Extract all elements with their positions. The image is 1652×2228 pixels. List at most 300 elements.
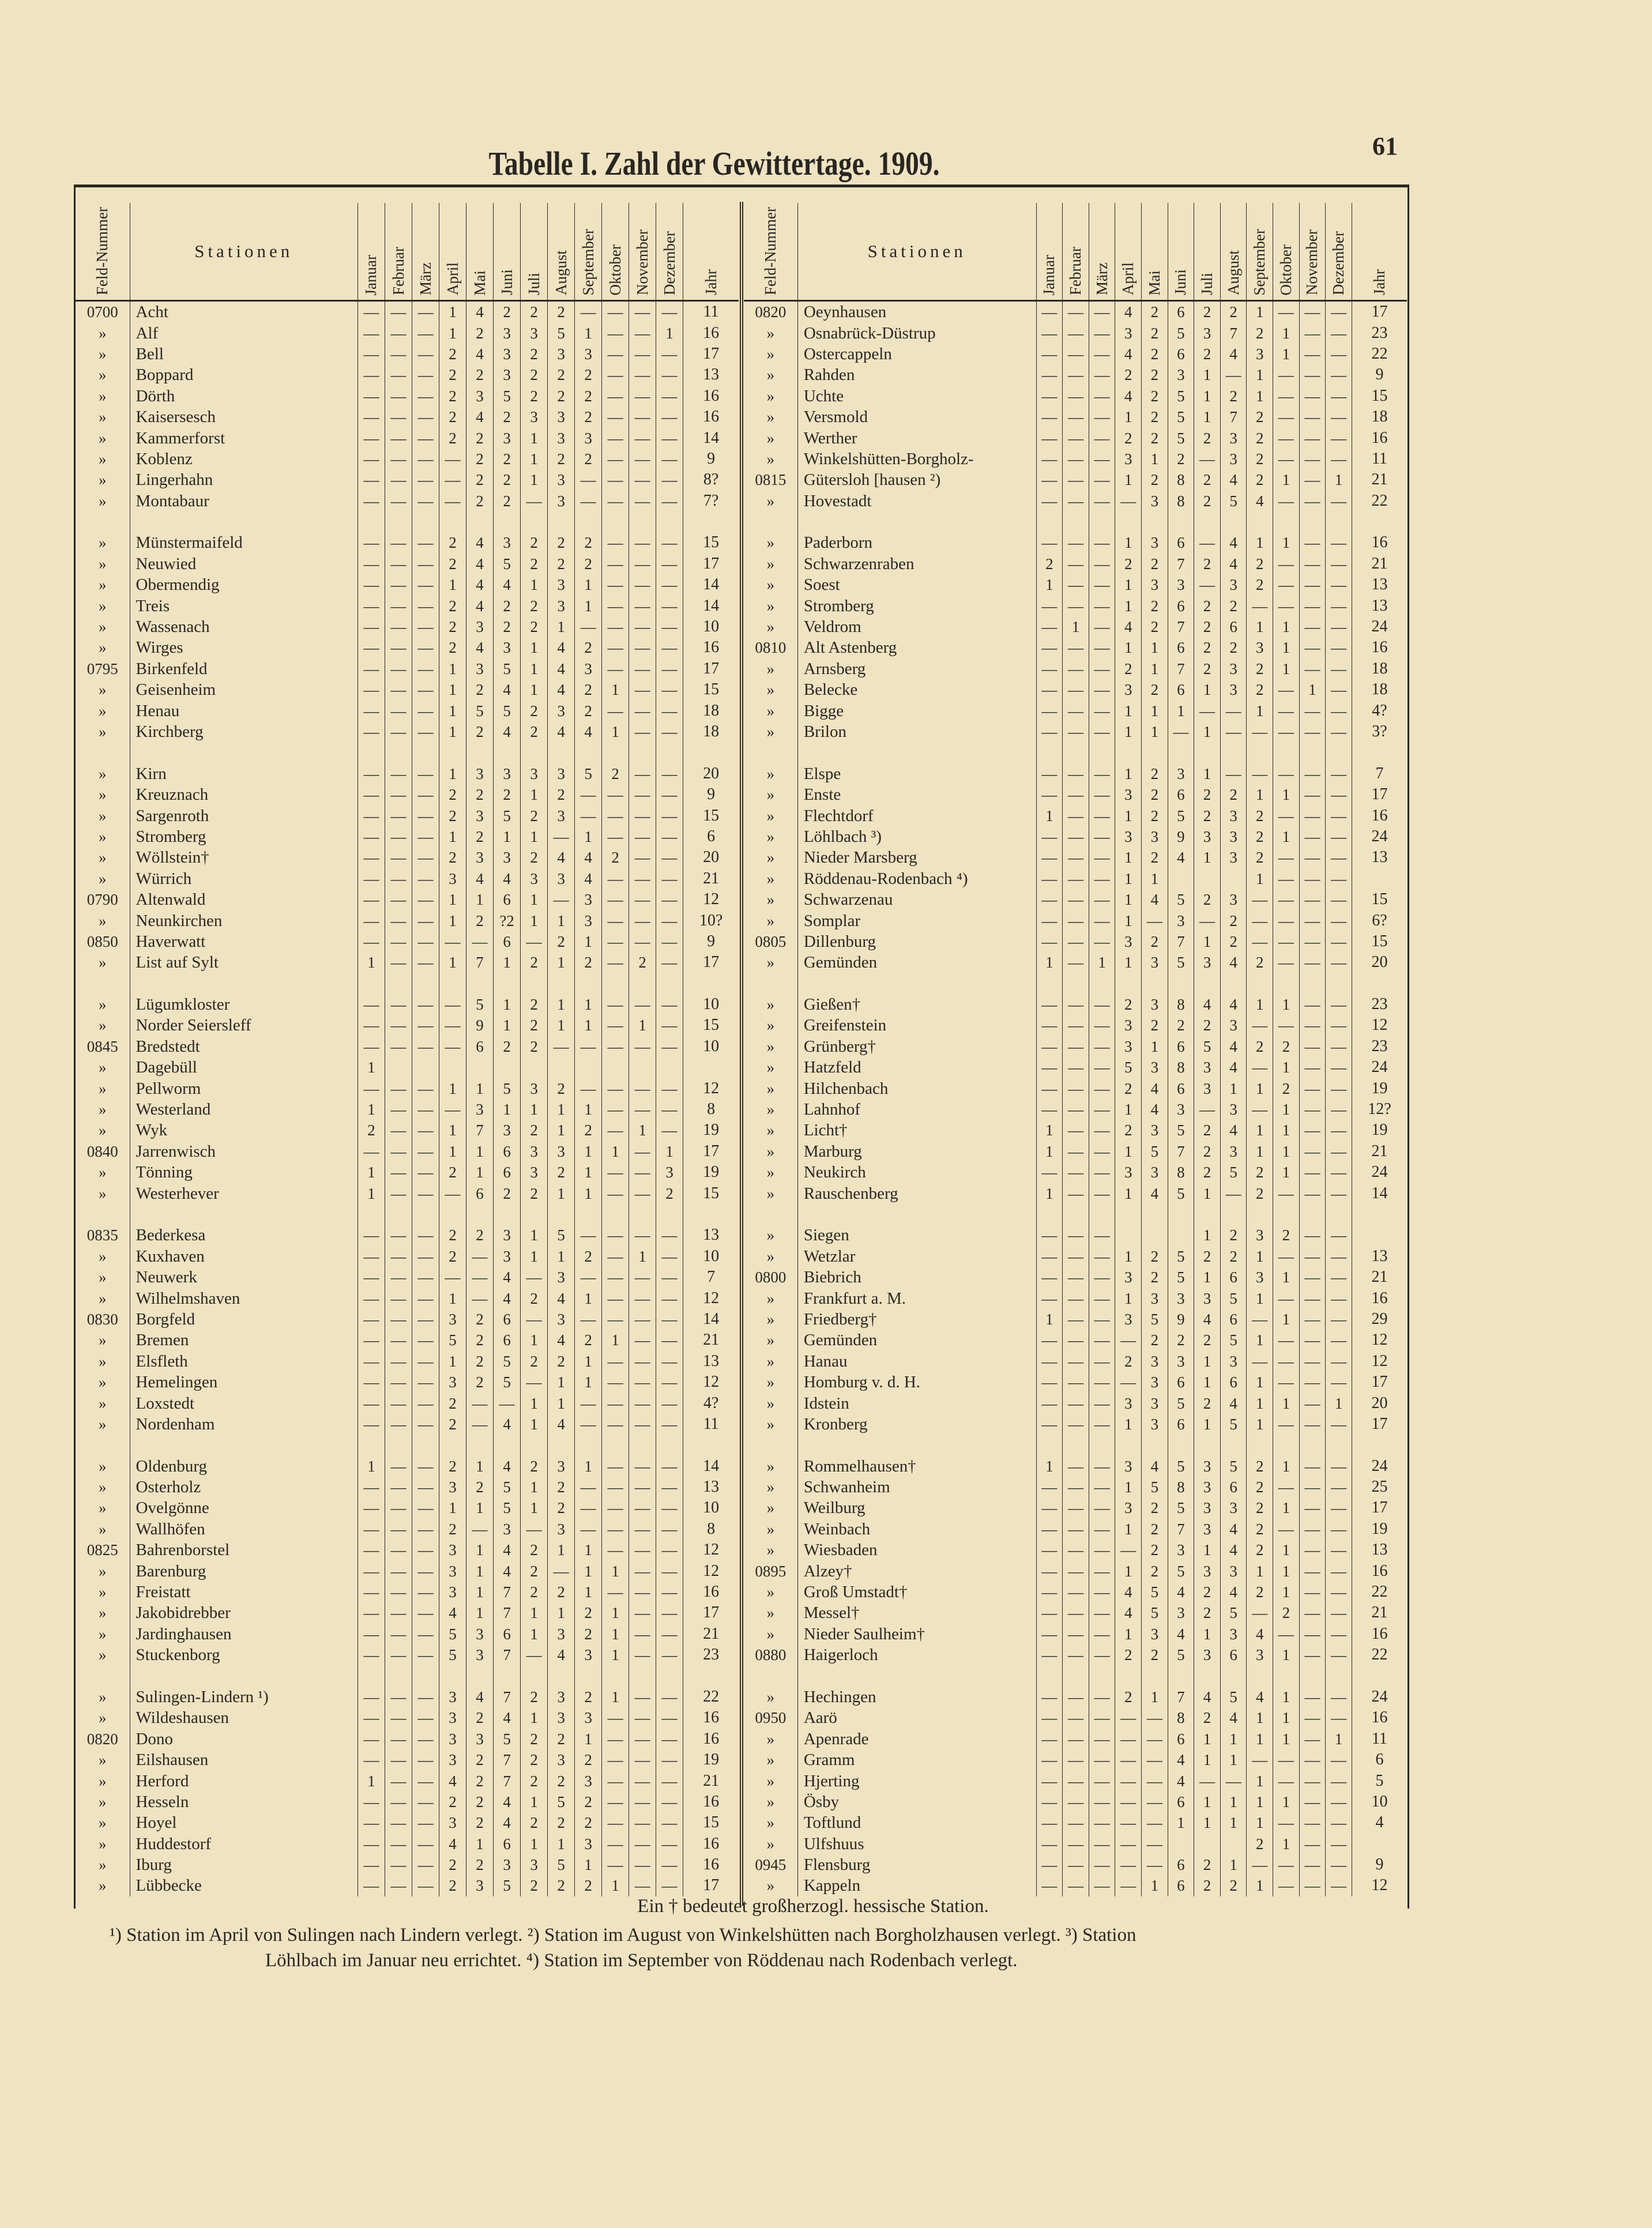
month-value: 3 <box>521 1854 548 1875</box>
month-value: 1 <box>466 1078 494 1098</box>
year-total: 11 <box>1371 449 1387 468</box>
month-value: 3 <box>575 344 602 364</box>
table-row <box>744 784 1407 805</box>
month-value: — <box>1326 952 1352 973</box>
month-value: — <box>412 868 439 889</box>
month-value: — <box>656 1455 683 1476</box>
month-value: 2 <box>439 784 466 805</box>
table-row <box>76 1792 739 1812</box>
table-row <box>744 1392 1407 1413</box>
gap-cell <box>1220 1665 1247 1686</box>
month-value: 4 <box>1115 616 1142 637</box>
gap-cell <box>656 742 683 763</box>
month-value: — <box>1036 826 1063 847</box>
month-value: — <box>629 595 656 616</box>
gap-cell <box>358 973 385 994</box>
month-value: — <box>466 1414 494 1435</box>
month-value: — <box>385 1477 412 1497</box>
station-name: Gemünden <box>797 952 1036 973</box>
month-value: — <box>629 1792 656 1812</box>
month-value: — <box>656 763 683 784</box>
month-value: 3 <box>494 364 521 385</box>
month-value: — <box>602 637 629 658</box>
month-value: 5 <box>1220 1602 1247 1623</box>
month-value: 1 <box>1247 784 1273 805</box>
month-value: 1 <box>1273 1120 1300 1141</box>
year-total: 23 <box>1371 323 1388 342</box>
station-name: Treis <box>130 595 358 616</box>
year-total: 24 <box>1371 1058 1388 1077</box>
month-value: — <box>656 1120 683 1141</box>
year-total: 10 <box>703 618 720 636</box>
table-row <box>744 1309 1407 1330</box>
month-value: 2 <box>1247 427 1273 448</box>
month-value: — <box>385 491 412 511</box>
month-value: — <box>1299 931 1326 952</box>
month-value: — <box>1326 1560 1352 1581</box>
feld-nummer: » <box>744 910 797 931</box>
header-month <box>656 203 683 301</box>
month-value: — <box>1036 679 1063 700</box>
feld-nummer: » <box>76 364 130 385</box>
month-value: 2 <box>575 449 602 469</box>
month-value: — <box>602 700 629 721</box>
month-value: — <box>602 1036 629 1057</box>
month-value: — <box>1299 721 1326 742</box>
month-value: 1 <box>1273 1644 1300 1665</box>
month-value: 3 <box>494 1225 521 1245</box>
month-value: 1 <box>1247 1560 1273 1581</box>
month-value: — <box>1273 427 1300 448</box>
month-value: — <box>1247 1015 1273 1036</box>
month-value: 1 <box>1115 595 1142 616</box>
month-value: — <box>1089 931 1115 952</box>
feld-nummer: » <box>76 1183 130 1203</box>
table-row <box>76 1770 739 1791</box>
month-value: — <box>1089 1141 1115 1162</box>
month-value: — <box>412 1497 439 1518</box>
month-value: 1 <box>548 1099 575 1120</box>
month-value <box>1220 1834 1247 1854</box>
gap-cell <box>1036 1204 1063 1225</box>
month-value: 1 <box>575 826 602 847</box>
month-value: — <box>1063 763 1089 784</box>
month-value: 2 <box>575 1602 602 1623</box>
month-value: 1 <box>439 322 466 343</box>
feld-nummer: 0895 <box>744 1560 797 1581</box>
year-total: 16 <box>703 386 720 405</box>
month-value: 2 <box>1247 554 1273 574</box>
month-value: — <box>1299 322 1326 343</box>
year-total: 7? <box>703 491 719 510</box>
month-value: — <box>1299 952 1326 973</box>
month-value: 1 <box>575 595 602 616</box>
table-row <box>744 344 1407 364</box>
feld-nummer: 0820 <box>744 301 797 323</box>
station-name: Rahden <box>797 364 1036 385</box>
month-value: 3 <box>575 1644 602 1665</box>
month-value: — <box>1299 1812 1326 1833</box>
month-value: — <box>1273 491 1300 511</box>
group-gap <box>744 511 1407 532</box>
header-month-label: Juni <box>498 269 515 295</box>
month-value: — <box>466 1246 494 1267</box>
month-value: — <box>1089 1729 1115 1749</box>
year-total: 17 <box>1371 1414 1388 1433</box>
month-value: — <box>575 301 602 323</box>
month-value: — <box>602 491 629 511</box>
month-value: — <box>358 1582 385 1602</box>
month-value: 1 <box>494 1015 521 1036</box>
month-value: 1 <box>521 784 548 805</box>
month-value: — <box>629 1540 656 1560</box>
month-value: 1 <box>575 1854 602 1875</box>
month-value: — <box>1089 386 1115 407</box>
month-value: 7 <box>1168 554 1194 574</box>
year-total: 14 <box>703 1457 720 1475</box>
month-value: — <box>1036 364 1063 385</box>
month-value: — <box>656 679 683 700</box>
month-value: 1 <box>1115 952 1142 973</box>
table-row <box>76 427 739 448</box>
month-value: 2 <box>656 1183 683 1203</box>
station-name: Röddenau-Rodenbach ⁴) <box>797 868 1036 889</box>
month-value: 5 <box>1142 1602 1168 1623</box>
month-value: — <box>602 1854 629 1875</box>
month-value: 3 <box>1115 449 1142 469</box>
feld-nummer: 0700 <box>76 301 130 323</box>
month-value: — <box>1089 1162 1115 1183</box>
month-value: 3 <box>466 1624 494 1644</box>
gap-cell <box>439 1204 466 1225</box>
feld-nummer: » <box>744 364 797 385</box>
month-value: — <box>629 784 656 805</box>
month-value: 3 <box>494 427 521 448</box>
station-name: Kronberg <box>797 1414 1036 1435</box>
month-value <box>494 1057 521 1078</box>
month-value: 5 <box>494 1729 521 1749</box>
month-value: — <box>1326 1582 1352 1602</box>
month-value: — <box>358 1687 385 1707</box>
month-value: — <box>1115 1707 1142 1728</box>
month-value: — <box>1063 1582 1089 1602</box>
month-value: 2 <box>521 1729 548 1749</box>
month-value: 3 <box>656 1162 683 1183</box>
month-value: 3 <box>548 1707 575 1728</box>
gap-cell <box>1247 1665 1273 1686</box>
feld-nummer: 0805 <box>744 931 797 952</box>
year-total: 9 <box>707 785 716 804</box>
month-value: — <box>656 1267 683 1288</box>
month-value: 3 <box>439 1477 466 1497</box>
month-value: 3 <box>548 407 575 427</box>
month-value: — <box>1326 1770 1352 1791</box>
month-value: 3 <box>439 1560 466 1581</box>
feld-nummer: » <box>76 805 130 826</box>
month-value: 5 <box>494 658 521 679</box>
month-value: 3 <box>521 1141 548 1162</box>
month-value: — <box>1063 1057 1089 1078</box>
year-total: 19 <box>1371 1079 1388 1097</box>
month-value: — <box>1326 1351 1352 1372</box>
month-value: 1 <box>1247 1812 1273 1833</box>
month-value: 2 <box>521 1560 548 1581</box>
header-month <box>1247 203 1273 301</box>
month-value: — <box>1089 1414 1115 1435</box>
month-value: — <box>629 679 656 700</box>
month-value: 2 <box>1194 1120 1221 1141</box>
month-value: 3 <box>1194 1560 1221 1581</box>
month-value: — <box>1089 763 1115 784</box>
month-value: — <box>521 491 548 511</box>
month-value: 5 <box>1142 1141 1168 1162</box>
feld-nummer: » <box>744 763 797 784</box>
feld-nummer: 0795 <box>76 658 130 679</box>
month-value: 2 <box>439 616 466 637</box>
month-value: — <box>1063 1309 1089 1330</box>
month-value: 2 <box>521 1582 548 1602</box>
station-name: Wilhelmshaven <box>130 1288 358 1308</box>
month-value: — <box>656 1330 683 1350</box>
table-row <box>76 1414 739 1435</box>
year-total: 21 <box>1371 554 1388 573</box>
month-value: — <box>358 637 385 658</box>
month-value: — <box>1326 868 1352 889</box>
year-total: 23 <box>703 1646 720 1664</box>
month-value: — <box>602 952 629 973</box>
year-total: 17 <box>1371 303 1388 321</box>
month-value: — <box>412 994 439 1015</box>
month-value: 4 <box>494 1288 521 1308</box>
month-value: 2 <box>521 700 548 721</box>
month-value: 4 <box>494 1560 521 1581</box>
feld-nummer: » <box>744 322 797 343</box>
month-value: 2 <box>575 679 602 700</box>
month-value: 1 <box>1194 1351 1221 1372</box>
month-value: 2 <box>521 994 548 1015</box>
year-total: 10? <box>699 911 723 929</box>
month-value: — <box>385 1120 412 1141</box>
month-value: — <box>1063 805 1089 826</box>
month-value: — <box>1299 1078 1326 1098</box>
month-value: — <box>1299 427 1326 448</box>
month-value: 2 <box>548 1497 575 1518</box>
month-value: 1 <box>575 994 602 1015</box>
table-row <box>76 1183 739 1203</box>
month-value: 4 <box>1168 1770 1194 1791</box>
month-value: 4 <box>466 637 494 658</box>
month-value: 1 <box>548 1602 575 1623</box>
month-value: 1 <box>1142 700 1168 721</box>
year-total: 21 <box>1371 1268 1388 1286</box>
month-value: 1 <box>1220 1729 1247 1749</box>
month-value: 2 <box>1142 364 1168 385</box>
gap-cell <box>1036 1435 1063 1455</box>
month-value: — <box>412 805 439 826</box>
year-total: 17 <box>1371 1373 1388 1391</box>
month-value: — <box>439 491 466 511</box>
month-value: — <box>629 344 656 364</box>
station-name: Oeynhausen <box>797 301 1036 323</box>
month-value: 3 <box>1142 1351 1168 1372</box>
month-value: 5 <box>1168 1183 1194 1203</box>
month-value: — <box>1299 364 1326 385</box>
month-value: 5 <box>1142 1582 1168 1602</box>
month-value: — <box>358 1309 385 1330</box>
month-value: — <box>1063 1729 1089 1749</box>
month-value: — <box>412 637 439 658</box>
year-total: 15 <box>703 533 720 552</box>
header-month <box>1115 203 1142 301</box>
gap-cell <box>575 511 602 532</box>
month-value: 2 <box>1220 784 1247 805</box>
group-gap <box>76 742 739 763</box>
month-value: 1 <box>439 826 466 847</box>
month-value: 2 <box>521 847 548 868</box>
month-value: — <box>1089 407 1115 427</box>
station-name: Kirchberg <box>130 721 358 742</box>
gap-cell <box>466 511 494 532</box>
month-value: 5 <box>1220 1455 1247 1476</box>
month-value: 2 <box>1194 1246 1221 1267</box>
month-value: — <box>1063 1644 1089 1665</box>
month-value: — <box>656 1644 683 1665</box>
year-total: 13 <box>1371 848 1388 867</box>
month-value: — <box>1115 1834 1142 1854</box>
month-value: 1 <box>575 1141 602 1162</box>
month-value: 1 <box>602 1330 629 1350</box>
month-value: 2 <box>1273 1225 1300 1245</box>
month-value: — <box>1063 1015 1089 1036</box>
gap-cell <box>575 973 602 994</box>
table-row <box>76 784 739 805</box>
month-value: 1 <box>1194 1183 1221 1203</box>
station-name: Dörth <box>130 386 358 407</box>
month-value: — <box>1273 554 1300 574</box>
month-value: 4 <box>1220 952 1247 973</box>
gap-cell <box>466 1665 494 1686</box>
month-value: — <box>1326 658 1352 679</box>
month-value: — <box>1299 1707 1326 1728</box>
month-value: — <box>575 1309 602 1330</box>
year-total: 11 <box>1371 1729 1387 1748</box>
month-value: — <box>629 1141 656 1162</box>
month-value: 4 <box>1220 1707 1247 1728</box>
month-value: — <box>1326 826 1352 847</box>
year-total: 17 <box>703 953 720 972</box>
month-value: — <box>1142 910 1168 931</box>
year-total: 24 <box>1371 827 1388 845</box>
month-value: — <box>358 1560 385 1581</box>
month-value: 1 <box>466 889 494 910</box>
month-value: — <box>548 1560 575 1581</box>
month-value: — <box>1036 616 1063 637</box>
month-value: 2 <box>548 1729 575 1749</box>
month-value: — <box>439 1267 466 1288</box>
table-row <box>744 1560 1407 1581</box>
feld-nummer: » <box>744 1036 797 1057</box>
month-value: 1 <box>1115 1183 1142 1203</box>
table-row <box>76 1875 739 1896</box>
month-value: — <box>1063 469 1089 490</box>
month-value: 1 <box>1115 469 1142 490</box>
month-value: — <box>358 1015 385 1036</box>
month-value: — <box>358 1497 385 1518</box>
month-value: — <box>656 1246 683 1267</box>
month-value: — <box>656 1392 683 1413</box>
month-value: — <box>602 616 629 637</box>
table-row <box>76 449 739 469</box>
month-value: 2 <box>1247 1540 1273 1560</box>
month-value: 3 <box>1115 931 1142 952</box>
month-value: 1 <box>1194 1792 1221 1812</box>
month-value: 3 <box>548 427 575 448</box>
month-value: — <box>1299 1770 1326 1791</box>
gap-cell <box>1115 511 1142 532</box>
month-value: 5 <box>1142 1477 1168 1497</box>
month-value: 3 <box>521 763 548 784</box>
month-value: 5 <box>494 554 521 574</box>
month-value: — <box>656 1602 683 1623</box>
month-value: 1 <box>1273 1729 1300 1749</box>
month-value: — <box>629 1078 656 1098</box>
month-value: 1 <box>1036 574 1063 595</box>
month-value: 2 <box>575 1330 602 1350</box>
month-value: 3 <box>521 1078 548 1098</box>
month-value: — <box>602 1288 629 1308</box>
month-value: — <box>1299 1834 1326 1854</box>
month-value: 3 <box>1194 1288 1221 1308</box>
month-value: — <box>1089 826 1115 847</box>
month-value: 1 <box>1247 532 1273 553</box>
gap-cell <box>1352 511 1407 532</box>
table-row <box>744 994 1407 1015</box>
month-value: 2 <box>1247 826 1273 847</box>
month-value: — <box>1326 1246 1352 1267</box>
month-value: 3 <box>548 469 575 490</box>
month-value: 4 <box>1168 1582 1194 1602</box>
month-value: 1 <box>548 1015 575 1036</box>
month-value: 1 <box>575 1540 602 1560</box>
month-value: — <box>412 952 439 973</box>
month-value: — <box>439 1099 466 1120</box>
month-value: — <box>1089 1624 1115 1644</box>
year-total: 21 <box>703 1771 720 1790</box>
month-value: 1 <box>521 889 548 910</box>
table-row <box>744 1099 1407 1120</box>
month-value: — <box>1089 344 1115 364</box>
gap-cell <box>76 511 130 532</box>
month-value: 6 <box>466 1183 494 1203</box>
month-value: — <box>629 1875 656 1896</box>
month-value: — <box>385 637 412 658</box>
month-value: — <box>358 889 385 910</box>
month-value: 2 <box>575 1624 602 1644</box>
gap-cell <box>385 1435 412 1455</box>
month-value: — <box>385 1288 412 1308</box>
station-name: Acht <box>130 301 358 323</box>
month-value: 1 <box>1247 1372 1273 1392</box>
gap-cell <box>1247 742 1273 763</box>
month-value: — <box>629 1812 656 1833</box>
month-value: — <box>1036 386 1063 407</box>
month-value: — <box>1036 889 1063 910</box>
month-value: — <box>358 595 385 616</box>
table-row <box>744 1372 1407 1392</box>
month-value: 2 <box>1194 1330 1221 1350</box>
month-value: 4 <box>466 301 494 323</box>
month-value: — <box>1063 658 1089 679</box>
